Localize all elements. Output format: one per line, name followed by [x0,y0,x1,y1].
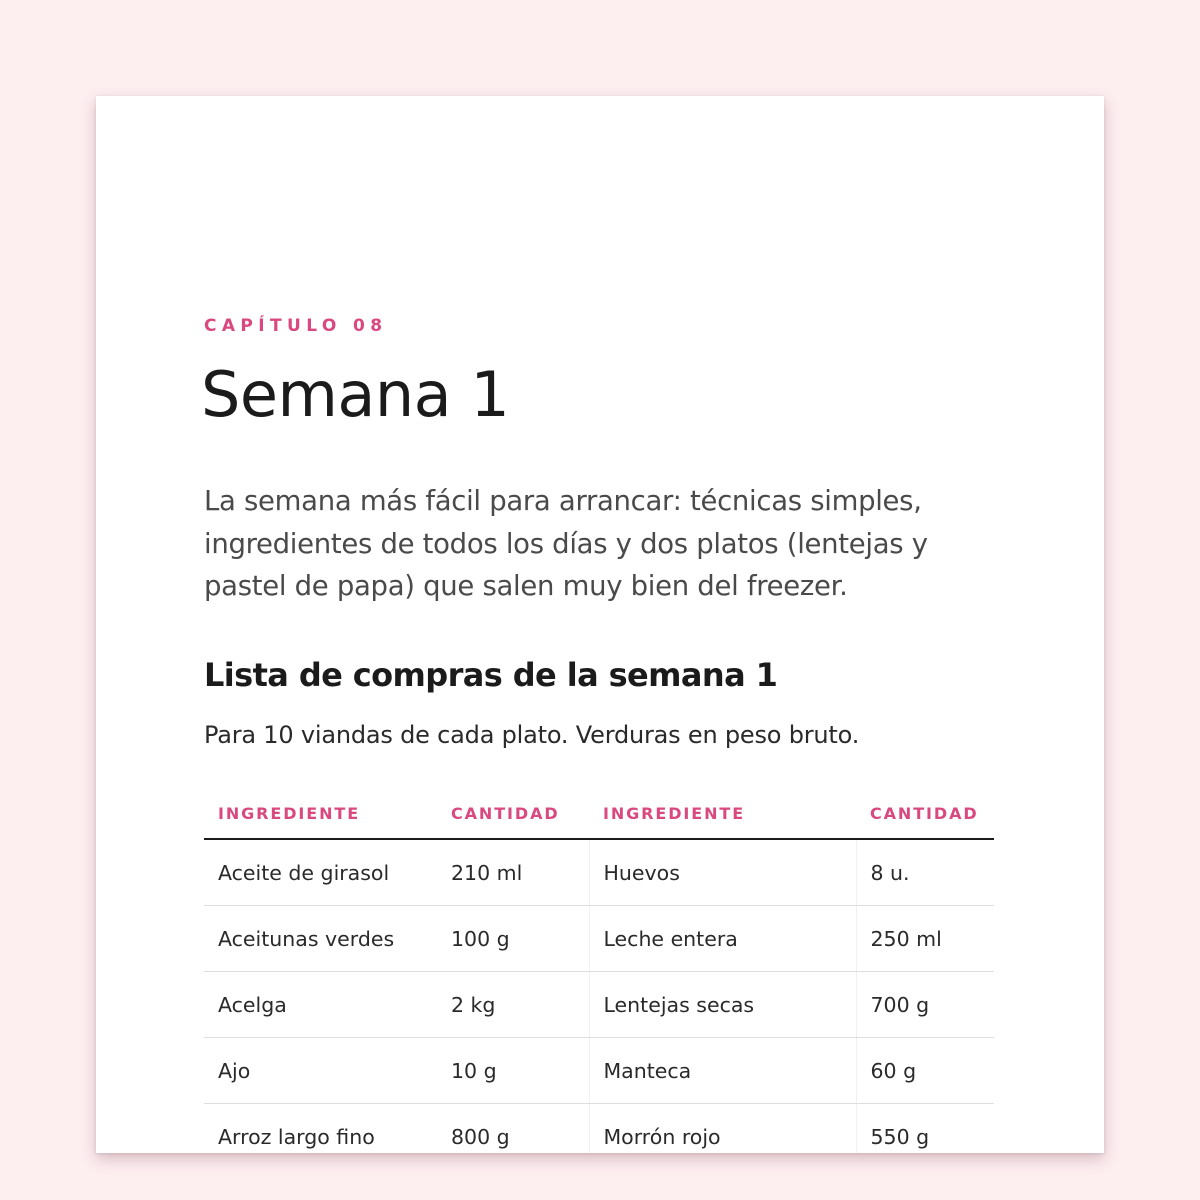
table-row [204,906,994,972]
table-row [204,839,994,906]
quantity-cell: 250 ml [856,906,994,972]
column-header-ingredient: INGREDIENTE [204,788,451,839]
quantity-cell: 60 g [856,1038,994,1104]
document-page [96,96,1104,1153]
ingredient-cell: Huevos [589,839,856,906]
quantity-cell: 550 g [856,1104,994,1154]
quantity-cell: 700 g [856,972,994,1038]
table-row [204,972,994,1038]
ingredient-cell: Aceite de girasol [204,839,451,906]
chapter-intro: La semana más fácil para arrancar: técnicas simples, ingredientes de todos los días y dos platos (lentejas y pastel de papa) que salen muy bien del freezer. [204,485,928,602]
shopping-list-note: Para 10 viandas de cada plato. Verduras en peso bruto. [204,721,860,749]
ingredient-cell: Acelga [204,972,451,1038]
ingredient-cell: Arroz largo fino [204,1104,451,1154]
ingredient-cell: Lentejas secas [589,972,856,1038]
column-header-quantity: CANTIDAD [856,788,994,839]
shopping-list-table [204,788,994,1153]
quantity-cell: 8 u. [856,839,994,906]
table-row [204,1038,994,1104]
shopping-list-heading: Lista de compras de la semana 1 [204,656,778,694]
chapter-eyebrow: CAPÍTULO 08 [204,316,388,336]
ingredient-cell: Aceitunas verdes [204,906,451,972]
quantity-cell: 2 kg [451,972,589,1038]
chapter-title: Semana 1 [201,358,510,431]
quantity-cell: 100 g [451,906,589,972]
column-header-ingredient: INGREDIENTE [589,788,856,839]
column-header-quantity: CANTIDAD [451,788,589,839]
ingredient-cell: Manteca [589,1038,856,1104]
ingredient-cell: Leche entera [589,906,856,972]
quantity-cell: 10 g [451,1038,589,1104]
ingredient-cell: Morrón rojo [589,1104,856,1154]
table-header-row [204,788,994,839]
table-row [204,1104,994,1154]
ingredient-cell: Ajo [204,1038,451,1104]
quantity-cell: 800 g [451,1104,589,1154]
quantity-cell: 210 ml [451,839,589,906]
